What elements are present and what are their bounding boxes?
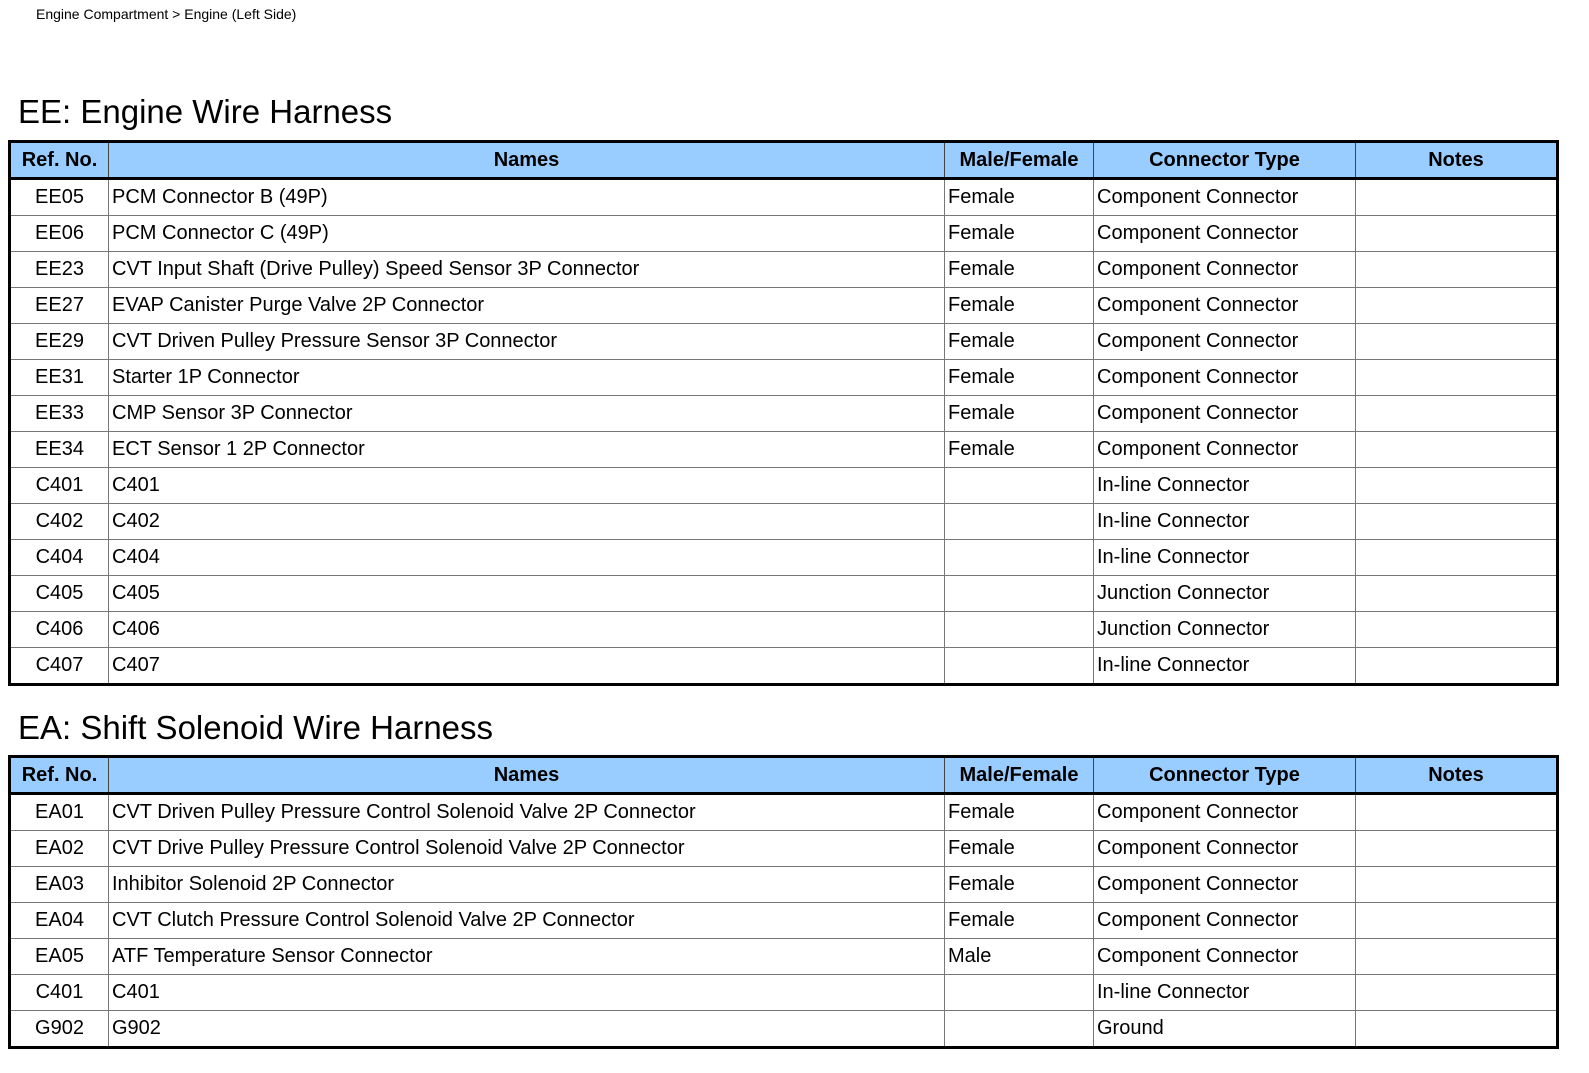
cell-connector-type: Component Connector	[1094, 831, 1356, 867]
cell-gender	[945, 612, 1094, 648]
cell-name: Starter 1P Connector	[109, 360, 945, 396]
cell-gender: Female	[945, 252, 1094, 288]
cell-ref: C401	[10, 468, 109, 504]
table-row	[10, 831, 1558, 867]
cell-notes	[1356, 903, 1558, 939]
table-row	[10, 468, 1558, 504]
table-row	[10, 396, 1558, 432]
cell-connector-type: Component Connector	[1094, 252, 1356, 288]
cell-notes	[1356, 252, 1558, 288]
table-row	[10, 216, 1558, 252]
cell-name: G902	[109, 1011, 945, 1048]
cell-ref: EA02	[10, 831, 109, 867]
cell-notes	[1356, 939, 1558, 975]
column-header-notes: Notes	[1356, 142, 1558, 179]
section-title: EA: Shift Solenoid Wire Harness	[18, 709, 494, 746]
cell-notes	[1356, 432, 1558, 468]
cell-name: ECT Sensor 1 2P Connector	[109, 432, 945, 468]
cell-notes	[1356, 540, 1558, 576]
table-row	[10, 179, 1558, 216]
column-header-names: Names	[109, 757, 945, 794]
cell-name: CVT Driven Pulley Pressure Control Solenoid Valve 2P Connector	[109, 794, 945, 831]
cell-connector-type: Junction Connector	[1094, 612, 1356, 648]
cell-notes	[1356, 794, 1558, 831]
cell-ref: G902	[10, 1011, 109, 1048]
cell-name: C402	[109, 504, 945, 540]
column-header-ref: Ref. No.	[10, 142, 109, 179]
cell-connector-type: Component Connector	[1094, 179, 1356, 216]
cell-name: C404	[109, 540, 945, 576]
column-header-ref: Ref. No.	[10, 757, 109, 794]
cell-gender: Female	[945, 179, 1094, 216]
cell-name: Inhibitor Solenoid 2P Connector	[109, 867, 945, 903]
column-header-gender: Male/Female	[945, 142, 1094, 179]
cell-name: C407	[109, 648, 945, 685]
table-row	[10, 540, 1558, 576]
table-row	[10, 612, 1558, 648]
table-row	[10, 975, 1558, 1011]
cell-name: EVAP Canister Purge Valve 2P Connector	[109, 288, 945, 324]
cell-name: CVT Driven Pulley Pressure Sensor 3P Connector	[109, 324, 945, 360]
cell-connector-type: In-line Connector	[1094, 504, 1356, 540]
cell-ref: EE27	[10, 288, 109, 324]
cell-name: C401	[109, 975, 945, 1011]
connector-table	[8, 140, 1559, 686]
cell-gender: Female	[945, 432, 1094, 468]
cell-connector-type: Component Connector	[1094, 939, 1356, 975]
cell-notes	[1356, 179, 1558, 216]
cell-name: CVT Input Shaft (Drive Pulley) Speed Sensor 3P Connector	[109, 252, 945, 288]
cell-notes	[1356, 468, 1558, 504]
cell-name: C406	[109, 612, 945, 648]
cell-name: CVT Drive Pulley Pressure Control Solenoid Valve 2P Connector	[109, 831, 945, 867]
table-row	[10, 1011, 1558, 1048]
cell-connector-type: Ground	[1094, 1011, 1356, 1048]
column-header-connector-type: Connector Type	[1094, 142, 1356, 179]
cell-name: C401	[109, 468, 945, 504]
cell-notes	[1356, 648, 1558, 685]
cell-notes	[1356, 216, 1558, 252]
cell-ref: C404	[10, 540, 109, 576]
cell-notes	[1356, 288, 1558, 324]
cell-gender	[945, 1011, 1094, 1048]
table-row	[10, 360, 1558, 396]
cell-ref: EE31	[10, 360, 109, 396]
cell-name: PCM Connector C (49P)	[109, 216, 945, 252]
breadcrumb: Engine Compartment > Engine (Left Side)	[36, 6, 297, 22]
cell-connector-type: In-line Connector	[1094, 975, 1356, 1011]
cell-notes	[1356, 576, 1558, 612]
cell-notes	[1356, 975, 1558, 1011]
cell-connector-type: Component Connector	[1094, 794, 1356, 831]
cell-gender	[945, 648, 1094, 685]
connector-table	[8, 755, 1559, 1049]
cell-ref: EE34	[10, 432, 109, 468]
cell-connector-type: In-line Connector	[1094, 648, 1356, 685]
table-row	[10, 576, 1558, 612]
cell-notes	[1356, 1011, 1558, 1048]
cell-notes	[1356, 396, 1558, 432]
cell-gender: Female	[945, 360, 1094, 396]
cell-connector-type: Component Connector	[1094, 360, 1356, 396]
section-title: EE: Engine Wire Harness	[18, 93, 393, 130]
cell-name: CVT Clutch Pressure Control Solenoid Valve 2P Connector	[109, 903, 945, 939]
cell-gender	[945, 468, 1094, 504]
cell-name: CMP Sensor 3P Connector	[109, 396, 945, 432]
cell-notes	[1356, 867, 1558, 903]
cell-connector-type: Component Connector	[1094, 867, 1356, 903]
cell-name: ATF Temperature Sensor Connector	[109, 939, 945, 975]
cell-ref: EE29	[10, 324, 109, 360]
cell-connector-type: Component Connector	[1094, 288, 1356, 324]
cell-ref: EE33	[10, 396, 109, 432]
cell-gender	[945, 975, 1094, 1011]
cell-gender	[945, 540, 1094, 576]
cell-gender: Male	[945, 939, 1094, 975]
cell-notes	[1356, 612, 1558, 648]
cell-gender: Female	[945, 324, 1094, 360]
cell-notes	[1356, 831, 1558, 867]
table-row	[10, 432, 1558, 468]
table-row	[10, 324, 1558, 360]
table-row	[10, 903, 1558, 939]
column-header-gender: Male/Female	[945, 757, 1094, 794]
cell-ref: C405	[10, 576, 109, 612]
cell-connector-type: Component Connector	[1094, 216, 1356, 252]
cell-gender: Female	[945, 867, 1094, 903]
table-row	[10, 252, 1558, 288]
cell-gender	[945, 504, 1094, 540]
cell-gender: Female	[945, 794, 1094, 831]
cell-connector-type: Component Connector	[1094, 396, 1356, 432]
cell-notes	[1356, 360, 1558, 396]
cell-ref: EA01	[10, 794, 109, 831]
column-header-names: Names	[109, 142, 945, 179]
column-header-notes: Notes	[1356, 757, 1558, 794]
cell-connector-type: Component Connector	[1094, 903, 1356, 939]
table-row	[10, 867, 1558, 903]
cell-gender: Female	[945, 288, 1094, 324]
cell-gender: Female	[945, 216, 1094, 252]
cell-connector-type: In-line Connector	[1094, 540, 1356, 576]
cell-connector-type: Junction Connector	[1094, 576, 1356, 612]
cell-ref: EE23	[10, 252, 109, 288]
table-row	[10, 794, 1558, 831]
table-header-row	[10, 757, 1558, 794]
cell-ref: EA05	[10, 939, 109, 975]
table-header-row	[10, 142, 1558, 179]
cell-ref: C401	[10, 975, 109, 1011]
cell-ref: EA03	[10, 867, 109, 903]
cell-connector-type: Component Connector	[1094, 324, 1356, 360]
table-row	[10, 504, 1558, 540]
cell-name: C405	[109, 576, 945, 612]
cell-ref: EA04	[10, 903, 109, 939]
cell-name: PCM Connector B (49P)	[109, 179, 945, 216]
cell-ref: EE06	[10, 216, 109, 252]
cell-notes	[1356, 324, 1558, 360]
cell-notes	[1356, 504, 1558, 540]
cell-ref: EE05	[10, 179, 109, 216]
cell-ref: C406	[10, 612, 109, 648]
cell-connector-type: In-line Connector	[1094, 468, 1356, 504]
cell-gender: Female	[945, 903, 1094, 939]
cell-gender: Female	[945, 831, 1094, 867]
cell-gender: Female	[945, 396, 1094, 432]
table-row	[10, 939, 1558, 975]
table-row	[10, 648, 1558, 685]
cell-ref: C407	[10, 648, 109, 685]
cell-connector-type: Component Connector	[1094, 432, 1356, 468]
column-header-connector-type: Connector Type	[1094, 757, 1356, 794]
cell-ref: C402	[10, 504, 109, 540]
cell-gender	[945, 576, 1094, 612]
table-row	[10, 288, 1558, 324]
